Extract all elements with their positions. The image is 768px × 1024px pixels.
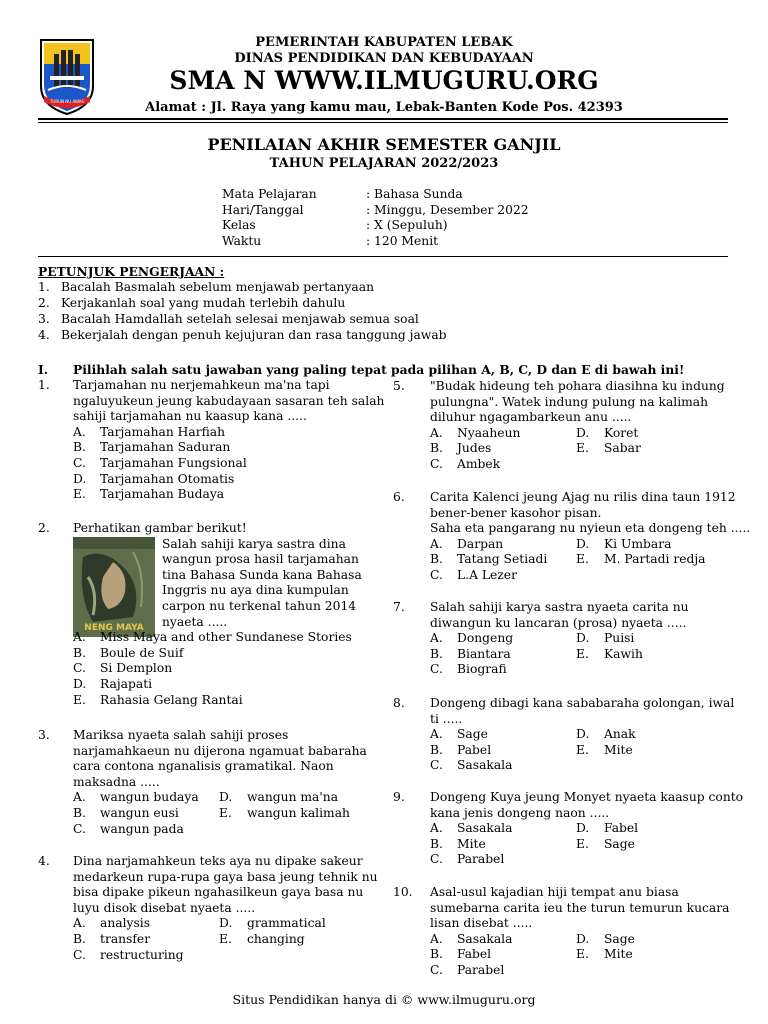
petunjuk-num: 4. bbox=[38, 328, 50, 342]
option-text: restructuring bbox=[100, 947, 184, 962]
option-text: transfer bbox=[100, 932, 151, 946]
option-letter: D. bbox=[576, 727, 590, 742]
question-text: Tarjamahan nu nerjemahkeun ma'na tapi bbox=[73, 378, 330, 392]
question-text: ti ..... bbox=[430, 711, 463, 726]
question-text: Perhatikan gambar berikut! bbox=[73, 521, 247, 535]
option-letter: E. bbox=[576, 646, 589, 661]
option-text: wangun budaya bbox=[100, 790, 199, 805]
option-letter: D. bbox=[576, 425, 590, 440]
question-text: pulungna". Watek indung pulung na kalimah bbox=[430, 394, 709, 409]
option-letter: B. bbox=[430, 742, 443, 757]
option-letter: D. bbox=[576, 931, 590, 946]
section-num: I. bbox=[38, 362, 49, 377]
option-text: Sage bbox=[604, 931, 635, 946]
book-cover-image bbox=[73, 537, 155, 637]
option-letter: B. bbox=[73, 932, 86, 946]
logo-ribbon: TURUN NU AWAS bbox=[49, 99, 85, 104]
question-text: lisan disebat ..... bbox=[430, 916, 533, 931]
option-text: L.A Lezer bbox=[457, 568, 517, 582]
question-number: 3. bbox=[38, 728, 50, 742]
info-label: Mata Pelajaran bbox=[222, 187, 317, 201]
question-text: Dongeng dibagi kana sababaraha golongan, iwal bbox=[430, 696, 735, 710]
option-letter: A. bbox=[430, 931, 443, 946]
question-number: 5. bbox=[393, 379, 405, 393]
option-letter: D. bbox=[73, 471, 87, 486]
option-text: Boule de Suif bbox=[100, 645, 184, 660]
question-text: wangun prosa hasil tarjamahan bbox=[162, 552, 359, 567]
option-text: wangun eusi bbox=[100, 806, 179, 820]
option-letter: C. bbox=[430, 662, 443, 677]
option-text: Sasakala bbox=[457, 931, 513, 946]
option-letter: D. bbox=[576, 631, 590, 646]
question-text: kana jenis dongeng naon ..... bbox=[430, 805, 610, 820]
section-instruction: Pilihlah salah satu jawaban yang paling tepat pada pilihan A, B, C, D dan E di bawah ini! bbox=[73, 362, 685, 377]
option-letter: C. bbox=[430, 963, 443, 977]
option-letter: B. bbox=[73, 440, 86, 455]
option-text: M. Partadi redja bbox=[604, 552, 706, 567]
question-number: 9. bbox=[393, 790, 405, 804]
question-text: "Budak hideung teh pohara diasihna ku indung bbox=[430, 379, 725, 393]
question-text: carpon nu terkenal tahun 2014 bbox=[162, 599, 357, 613]
option-text: Ambek bbox=[457, 457, 501, 471]
option-text: Pabel bbox=[457, 742, 492, 757]
option-letter: A. bbox=[430, 631, 443, 646]
option-text: Parabel bbox=[457, 852, 505, 867]
option-text: Judes bbox=[457, 441, 492, 456]
petunjuk-num: 1. bbox=[38, 280, 50, 294]
question-number: 1. bbox=[38, 378, 50, 392]
option-letter: E. bbox=[73, 487, 86, 502]
option-letter: A. bbox=[430, 536, 443, 551]
info-rule bbox=[38, 256, 728, 257]
option-text: Tatang Setiadi bbox=[457, 552, 548, 567]
option-text: Tarjamahan Fungsional bbox=[100, 456, 247, 470]
petunjuk-text: Bacalah Hamdallah setelah selesai menjawab semua soal bbox=[61, 312, 419, 326]
option-text: Kawih bbox=[604, 646, 643, 661]
option-letter: B. bbox=[73, 645, 86, 660]
option-text: Sage bbox=[457, 727, 488, 742]
option-letter: E. bbox=[576, 742, 589, 757]
option-text: grammatical bbox=[247, 916, 326, 931]
option-text: Sage bbox=[604, 836, 635, 851]
question-text: Salah sahiji karya sastra dina bbox=[162, 536, 346, 551]
question-text: Asal-usul kajadian hiji tempat anu biasa bbox=[430, 885, 679, 899]
petunjuk-text: Kerjakanlah soal yang mudah terlebih dahulu bbox=[61, 296, 346, 310]
option-letter: B. bbox=[430, 836, 443, 851]
petunjuk-text: Bekerjalah dengan penuh kejujuran dan rasa tanggung jawab bbox=[61, 328, 447, 342]
option-letter: D. bbox=[73, 677, 87, 691]
option-text: Fabel bbox=[457, 947, 492, 962]
option-text: Si Demplon bbox=[100, 661, 173, 676]
question-text: sahiji tarjamahan nu kaasup kana ..... bbox=[73, 409, 307, 424]
question-text: Inggris nu aya dina kumpulan bbox=[162, 583, 349, 598]
option-text: Dongeng bbox=[457, 631, 514, 646]
option-letter: A. bbox=[73, 630, 86, 645]
option-text: Sabar bbox=[604, 441, 641, 456]
info-label: Hari/Tanggal bbox=[222, 203, 304, 217]
cover-title: NENG MAYA bbox=[84, 623, 144, 633]
option-letter: D. bbox=[576, 536, 590, 551]
option-text: wangun kalimah bbox=[247, 806, 350, 820]
option-text: wangun ma'na bbox=[247, 790, 339, 805]
option-text: Sasakala bbox=[457, 758, 513, 773]
option-text: Darpan bbox=[457, 536, 504, 551]
option-letter: C. bbox=[73, 947, 86, 962]
question-text: ngaluyukeun jeung kabudayaan sasaran teh salah bbox=[73, 393, 385, 408]
school-address: Alamat : Jl. Raya yang kamu mau, Lebak-Banten Kode Pos. 42393 bbox=[145, 100, 623, 115]
question-number: 8. bbox=[393, 696, 405, 710]
option-letter: A. bbox=[430, 727, 443, 742]
option-letter: B. bbox=[73, 806, 86, 820]
question-text: Saha eta pangarang nu nyieun eta dongeng teh ..... bbox=[430, 521, 751, 536]
info-value: : 120 Menit bbox=[366, 234, 439, 248]
option-text: Mite bbox=[604, 947, 633, 962]
option-letter: A. bbox=[73, 790, 86, 805]
question-number: 2. bbox=[38, 521, 50, 535]
question-text: medarkeun rupa-rupa gaya basa jeung tehnik nu bbox=[73, 869, 378, 884]
option-text: Tarjamahan Budaya bbox=[100, 487, 225, 502]
petunjuk-num: 3. bbox=[38, 312, 50, 326]
option-text: Tarjamahan Harfiah bbox=[100, 424, 226, 439]
option-letter: B. bbox=[430, 441, 443, 456]
option-letter: A. bbox=[430, 425, 443, 440]
option-letter: E. bbox=[576, 552, 589, 567]
info-value: : Bahasa Sunda bbox=[366, 187, 463, 201]
petunjuk-num: 2. bbox=[38, 296, 50, 310]
option-letter: E. bbox=[219, 932, 232, 946]
footer-text: Situs Pendidikan hanya di © www.ilmuguru.org bbox=[232, 992, 536, 1007]
header-rule bbox=[38, 118, 728, 120]
question-text: Salah sahiji karya sastra nyaeta carita nu bbox=[430, 600, 689, 614]
option-text: Biografi bbox=[457, 662, 507, 677]
option-text: Fabel bbox=[604, 821, 639, 836]
question-text: bener-bener kasohor pisan. bbox=[430, 505, 602, 520]
question-text: tina Bahasa Sunda kana Bahasa bbox=[162, 567, 362, 582]
question-text: cara contona nganalisis gramatikal. Naon bbox=[73, 759, 334, 774]
school-name: SMA N WWW.ILMUGURU.ORG bbox=[169, 66, 599, 95]
option-letter: C. bbox=[430, 852, 443, 867]
question-text: bisa dipake pikeun ngahasilkeun gaya basa nu bbox=[73, 885, 364, 900]
info-label: Waktu bbox=[222, 234, 262, 248]
option-text: Rajapati bbox=[100, 677, 153, 691]
question-text: nyaeta ..... bbox=[162, 614, 228, 629]
option-text: wangun pada bbox=[100, 821, 184, 836]
header-line2: DINAS PENDIDIKAN DAN KEBUDAYAAN bbox=[234, 51, 534, 66]
option-letter: C. bbox=[430, 568, 443, 582]
option-letter: D. bbox=[576, 821, 590, 836]
option-text: Miss Maya and other Sundanese Stories bbox=[100, 630, 352, 645]
option-letter: E. bbox=[576, 441, 589, 456]
option-text: Mite bbox=[457, 836, 486, 851]
option-text: Parabel bbox=[457, 963, 505, 977]
option-letter: A. bbox=[430, 821, 443, 836]
question-number: 6. bbox=[393, 490, 405, 504]
option-letter: E. bbox=[219, 806, 232, 820]
question-text: Dongeng Kuya jeung Monyet nyaeta kaasup conto bbox=[430, 790, 744, 804]
petunjuk-heading: PETUNJUK PENGERJAAN : bbox=[38, 264, 225, 279]
option-letter: D. bbox=[219, 790, 233, 805]
option-text: Mite bbox=[604, 742, 633, 757]
exam-title: PENILAIAN AKHIR SEMESTER GANJIL bbox=[207, 135, 561, 154]
option-letter: C. bbox=[430, 457, 443, 471]
header-line1: PEMERINTAH KABUPATEN LEBAK bbox=[255, 35, 513, 50]
option-letter: A. bbox=[73, 916, 86, 931]
option-text: Sasakala bbox=[457, 821, 513, 836]
question-text: Mariksa nyaeta salah sahiji proses bbox=[73, 728, 289, 742]
option-letter: E. bbox=[73, 692, 86, 707]
info-value: : X (Sepuluh) bbox=[366, 218, 448, 232]
option-letter: E. bbox=[576, 836, 589, 851]
option-letter: D. bbox=[219, 916, 233, 931]
question-text: Carita Kalenci jeung Ajag nu rilis dina taun 1912 bbox=[430, 490, 736, 504]
question-number: 10. bbox=[393, 885, 413, 899]
option-letter: C. bbox=[73, 456, 86, 470]
info-value: : Minggu, Desember 2022 bbox=[366, 203, 529, 217]
option-letter: C. bbox=[73, 821, 86, 836]
option-text: analysis bbox=[100, 916, 151, 931]
info-label: Kelas bbox=[222, 218, 256, 232]
option-letter: C. bbox=[430, 758, 443, 773]
question-number: 7. bbox=[393, 600, 405, 614]
option-text: Tarjamahan Otomatis bbox=[100, 471, 235, 486]
question-text: diwangun ku lancaran (prosa) nyaeta ..... bbox=[430, 615, 687, 630]
question-text: sumebarna carita ieu the turun temurun kucara bbox=[430, 900, 730, 915]
option-letter: B. bbox=[430, 646, 443, 661]
question-text: diluhur ngagambarkeun anu ..... bbox=[430, 410, 632, 425]
petunjuk-text: Bacalah Basmalah sebelum menjawab pertanyaan bbox=[61, 280, 374, 294]
question-text: Dina narjamahkeun teks aya nu dipake sakeur bbox=[73, 854, 363, 868]
option-letter: B. bbox=[430, 552, 443, 567]
option-text: Tarjamahan Saduran bbox=[100, 440, 231, 455]
option-text: Rahasia Gelang Rantai bbox=[100, 692, 243, 707]
question-text: maksadna ..... bbox=[73, 774, 160, 789]
question-text: narjamahkaeun nu dijerona ngamuat babaraha bbox=[73, 743, 367, 758]
option-text: Koret bbox=[604, 425, 639, 440]
exam-year: TAHUN PELAJARAN 2022/2023 bbox=[269, 156, 499, 171]
option-text: changing bbox=[247, 932, 305, 946]
option-letter: A. bbox=[73, 424, 86, 439]
option-text: Biantara bbox=[457, 646, 511, 661]
option-letter: E. bbox=[576, 947, 589, 962]
question-text: luyu disok disebat nyaeta ..... bbox=[73, 900, 256, 915]
option-text: Puisi bbox=[604, 631, 635, 646]
question-number: 4. bbox=[38, 854, 50, 868]
option-text: Ki Umbara bbox=[604, 536, 672, 551]
option-text: Anak bbox=[604, 727, 636, 742]
header-rule-thin bbox=[38, 122, 728, 123]
option-letter: B. bbox=[430, 947, 443, 962]
option-letter: C. bbox=[73, 661, 86, 676]
option-text: Nyaaheun bbox=[457, 425, 521, 440]
